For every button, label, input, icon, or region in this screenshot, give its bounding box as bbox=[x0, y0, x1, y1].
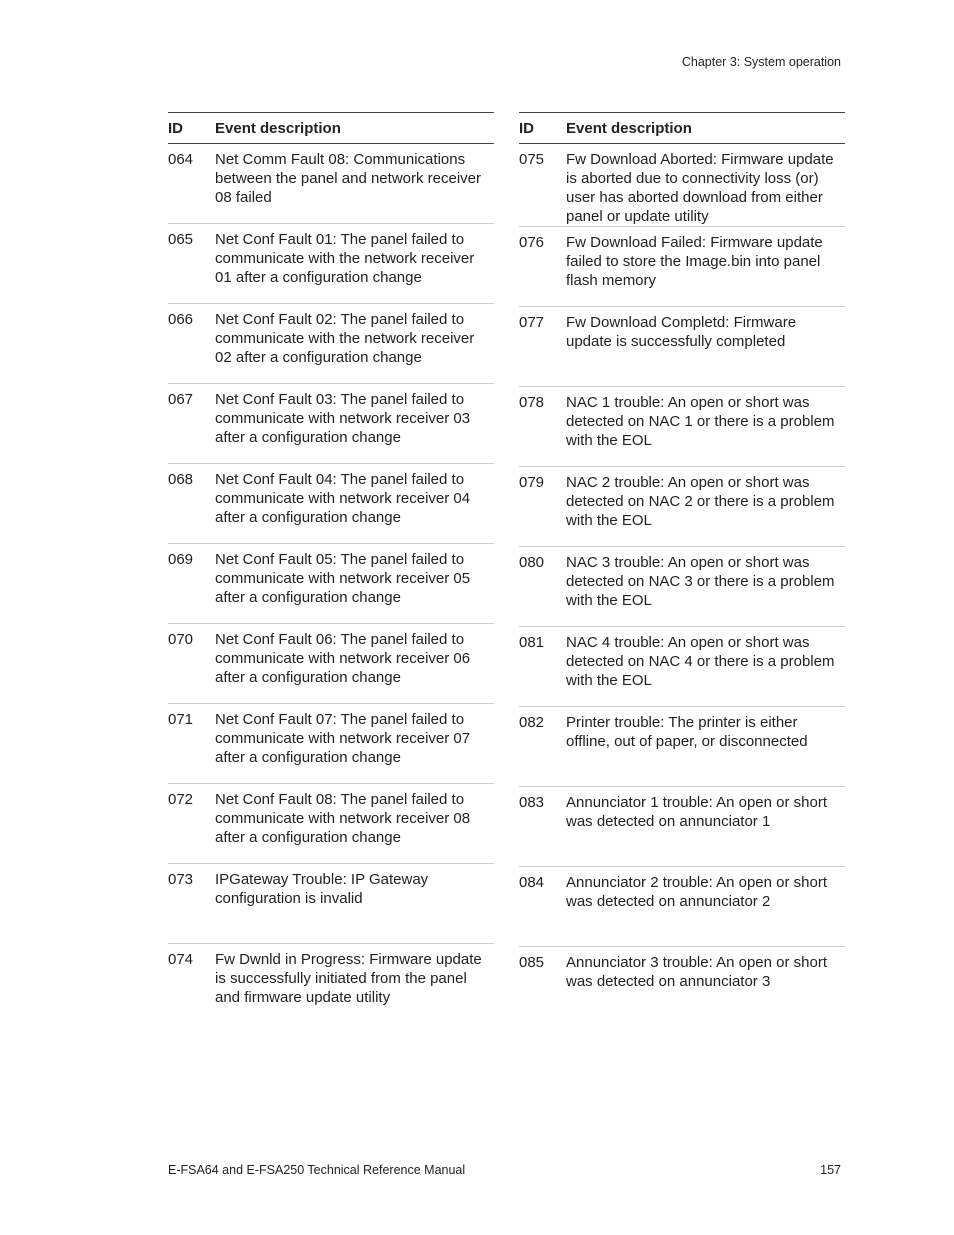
id-column-header: ID bbox=[168, 113, 215, 144]
event-description: NAC 2 trouble: An open or short was detected on NAC 2 or there is a problem with the EOL bbox=[566, 467, 845, 547]
table-row bbox=[519, 707, 845, 787]
event-description: Fw Dwnld in Progress: Firmware update is successfully initiated from the panel and firmware update utility bbox=[215, 951, 482, 1006]
table-header-row bbox=[519, 113, 845, 144]
table-row bbox=[168, 144, 494, 224]
event-id: 068 bbox=[168, 464, 215, 544]
event-description: Annunciator 3 trouble: An open or short was detected on annunciator 3 bbox=[566, 954, 828, 990]
table-row bbox=[168, 544, 494, 624]
event-description: Net Conf Fault 06: The panel failed to communicate with network receiver 06 after a configuration change bbox=[215, 624, 494, 704]
event-description: Net Comm Fault 08: Communications between the panel and network receiver 08 failed bbox=[215, 144, 494, 224]
event-id: 076 bbox=[519, 227, 566, 307]
event-id: 085 bbox=[519, 954, 545, 971]
table-row bbox=[168, 864, 494, 944]
description-column-header: Event description bbox=[215, 113, 494, 144]
event-id: 084 bbox=[519, 867, 566, 947]
manual-title: E-FSA64 and E-FSA250 Technical Reference Manual bbox=[168, 1163, 466, 1177]
event-description: IPGateway Trouble: IP Gateway configuration is invalid bbox=[215, 864, 494, 944]
event-description: Net Conf Fault 03: The panel failed to communicate with network receiver 03 after a configuration change bbox=[215, 384, 494, 464]
event-id: 074 bbox=[168, 951, 194, 968]
event-description: Printer trouble: The printer is either offline, out of paper, or disconnected bbox=[566, 707, 845, 787]
event-description: Net Conf Fault 08: The panel failed to communicate with network receiver 08 after a configuration change bbox=[215, 784, 494, 864]
event-id: 071 bbox=[168, 704, 215, 784]
event-id: 072 bbox=[168, 784, 215, 864]
event-description: Net Conf Fault 02: The panel failed to communicate with the network receiver 02 after a configuration change bbox=[215, 304, 494, 384]
event-id: 082 bbox=[519, 707, 566, 787]
event-description: NAC 1 trouble: An open or short was detected on NAC 1 or there is a problem with the EOL bbox=[566, 387, 845, 467]
table-row bbox=[519, 867, 845, 947]
table-row bbox=[519, 947, 845, 1027]
table-row bbox=[168, 704, 494, 784]
table-row bbox=[168, 944, 494, 1024]
event-description: Fw Download Aborted: Firmware update is aborted due to connectivity loss (or) user has aborted download from either panel or update utility bbox=[566, 144, 845, 227]
page-footer bbox=[168, 1163, 841, 1177]
event-table-right bbox=[519, 112, 845, 1027]
table-row bbox=[168, 784, 494, 864]
table-row bbox=[519, 787, 845, 867]
event-id: 064 bbox=[168, 144, 215, 224]
event-id: 078 bbox=[519, 387, 566, 467]
event-description: NAC 3 trouble: An open or short was detected on NAC 3 or there is a problem with the EOL bbox=[566, 547, 845, 627]
event-id: 073 bbox=[168, 864, 215, 944]
table-row bbox=[168, 384, 494, 464]
event-description: Annunciator 2 trouble: An open or short was detected on annunciator 2 bbox=[566, 867, 845, 947]
table-row bbox=[519, 144, 845, 227]
event-id: 080 bbox=[519, 547, 566, 627]
event-id: 075 bbox=[519, 144, 566, 227]
event-table-left-body bbox=[168, 144, 494, 1024]
table-row bbox=[519, 547, 845, 627]
event-id: 079 bbox=[519, 467, 566, 547]
event-id: 067 bbox=[168, 384, 215, 464]
table-header-row bbox=[168, 113, 494, 144]
chapter-header: Chapter 3: System operation bbox=[681, 55, 841, 69]
event-description: Annunciator 1 trouble: An open or short was detected on annunciator 1 bbox=[566, 787, 845, 867]
event-description: Net Conf Fault 05: The panel failed to communicate with network receiver 05 after a configuration change bbox=[215, 544, 494, 624]
table-row bbox=[519, 467, 845, 547]
event-description: Fw Download Completd: Firmware update is successfully completed bbox=[566, 307, 845, 387]
event-id: 069 bbox=[168, 544, 215, 624]
table-row bbox=[168, 224, 494, 304]
event-description: Fw Download Failed: Firmware update failed to store the Image.bin into panel flash memory bbox=[566, 227, 845, 307]
event-id: 081 bbox=[519, 627, 566, 707]
event-table-right-body bbox=[519, 144, 845, 1027]
table-row bbox=[168, 464, 494, 544]
table-row bbox=[168, 624, 494, 704]
table-row bbox=[168, 304, 494, 384]
table-row bbox=[519, 627, 845, 707]
event-id: 066 bbox=[168, 304, 215, 384]
event-description: NAC 4 trouble: An open or short was detected on NAC 4 or there is a problem with the EOL bbox=[566, 627, 845, 707]
event-description: Net Conf Fault 04: The panel failed to communicate with network receiver 04 after a configuration change bbox=[215, 464, 494, 544]
event-id: 065 bbox=[168, 224, 215, 304]
table-row bbox=[519, 307, 845, 387]
event-id: 083 bbox=[519, 787, 566, 867]
event-description: Net Conf Fault 07: The panel failed to communicate with network receiver 07 after a configuration change bbox=[215, 704, 494, 784]
id-column-header: ID bbox=[519, 113, 566, 144]
page-number: 157 bbox=[820, 1163, 841, 1177]
event-description: Net Conf Fault 01: The panel failed to communicate with the network receiver 01 after a configuration change bbox=[215, 224, 494, 304]
event-id: 077 bbox=[519, 307, 566, 387]
event-table-left bbox=[168, 112, 494, 1024]
table-row bbox=[519, 227, 845, 307]
event-id: 070 bbox=[168, 624, 215, 704]
table-row bbox=[519, 387, 845, 467]
description-column-header: Event description bbox=[566, 113, 845, 144]
